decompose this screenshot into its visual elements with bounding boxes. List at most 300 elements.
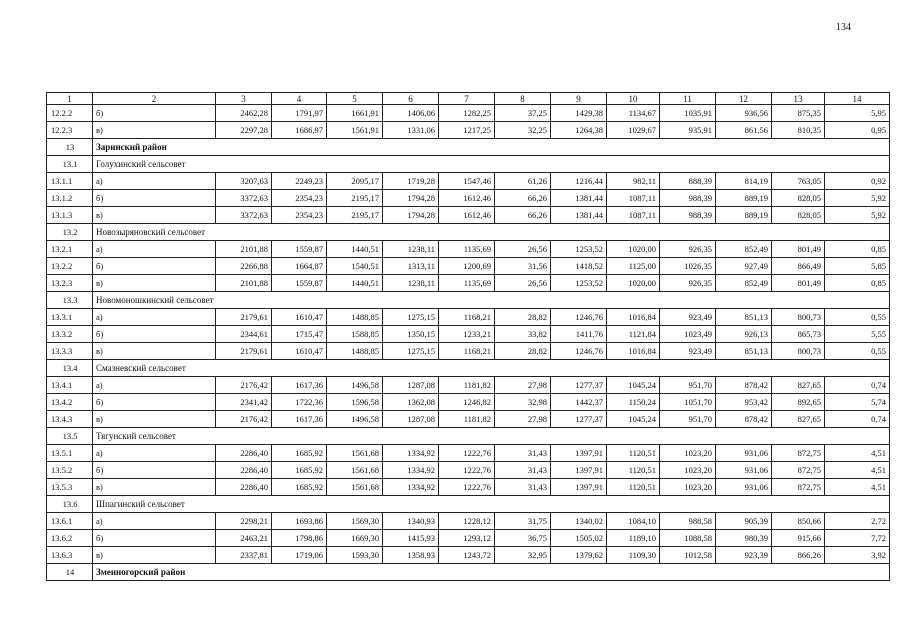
row-value: 1715,47 <box>272 326 327 343</box>
row-value: 2341,42 <box>216 394 272 411</box>
row-value: 1125,00 <box>607 258 660 275</box>
row-value: 801,49 <box>772 275 825 292</box>
row-value: 1035,91 <box>660 105 716 122</box>
row-value: 1588,85 <box>327 326 383 343</box>
council-id: 13.2 <box>47 224 93 241</box>
row-value: 1088,58 <box>660 530 716 547</box>
table-row <box>47 258 890 275</box>
row-value: 2176,42 <box>216 411 272 428</box>
row-value: 1222,76 <box>439 479 495 496</box>
row-value: 7,72 <box>825 530 890 547</box>
row-id: 13.5.2 <box>47 462 93 479</box>
row-value: 2354,23 <box>272 190 327 207</box>
row-value: 1012,58 <box>660 547 716 564</box>
council-row <box>47 428 890 445</box>
row-option: в) <box>93 343 216 360</box>
row-value: 1313,11 <box>383 258 439 275</box>
row-value: 872,75 <box>772 462 825 479</box>
row-value: 1719,28 <box>383 173 439 190</box>
row-option: а) <box>93 513 216 530</box>
row-value: 1282,25 <box>439 105 495 122</box>
row-value: 1661,91 <box>327 105 383 122</box>
row-value: 1340,93 <box>383 513 439 530</box>
row-value: 1275,15 <box>383 343 439 360</box>
row-id: 13.2.1 <box>47 241 93 258</box>
row-id: 13.6.2 <box>47 530 93 547</box>
row-value: 988,39 <box>660 190 716 207</box>
district-row <box>47 139 890 156</box>
column-header: 6 <box>383 93 439 105</box>
row-value: 61,26 <box>495 173 551 190</box>
row-value: 27,98 <box>495 411 551 428</box>
row-value: 1791,97 <box>272 105 327 122</box>
table-row <box>47 479 890 496</box>
column-header: 2 <box>93 93 216 105</box>
row-value: 800,73 <box>772 309 825 326</box>
row-value: 1134,67 <box>607 105 660 122</box>
row-value: 1243,72 <box>439 547 495 564</box>
row-value: 3207,63 <box>216 173 272 190</box>
row-value: 5,92 <box>825 207 890 224</box>
council-id: 13.4 <box>47 360 93 377</box>
row-value: 1664,87 <box>272 258 327 275</box>
row-value: 988,39 <box>660 207 716 224</box>
row-value: 0,74 <box>825 411 890 428</box>
row-value: 905,39 <box>716 513 772 530</box>
row-value: 2195,17 <box>327 207 383 224</box>
row-option: в) <box>93 207 216 224</box>
row-value: 926,13 <box>716 326 772 343</box>
row-value: 953,42 <box>716 394 772 411</box>
row-value: 926,35 <box>660 241 716 258</box>
row-id: 13.4.2 <box>47 394 93 411</box>
row-value: 1358,93 <box>383 547 439 564</box>
row-value: 0,55 <box>825 343 890 360</box>
column-header: 1 <box>47 93 93 105</box>
row-value: 32,98 <box>495 394 551 411</box>
row-value: 1045,24 <box>607 411 660 428</box>
row-id: 13.6.3 <box>47 547 93 564</box>
row-value: 0,85 <box>825 241 890 258</box>
row-option: б) <box>93 326 216 343</box>
row-value: 1217,25 <box>439 122 495 139</box>
row-value: 1440,51 <box>327 241 383 258</box>
row-value: 31,43 <box>495 479 551 496</box>
row-value: 1794,28 <box>383 207 439 224</box>
row-value: 1685,92 <box>272 445 327 462</box>
row-value: 1246,76 <box>551 343 607 360</box>
row-value: 1222,76 <box>439 462 495 479</box>
row-value: 2286,40 <box>216 479 272 496</box>
row-value: 1023,20 <box>660 479 716 496</box>
row-value: 1026,35 <box>660 258 716 275</box>
row-value: 1561,68 <box>327 445 383 462</box>
table-row <box>47 462 890 479</box>
table-row <box>47 207 890 224</box>
row-value: 936,56 <box>716 105 772 122</box>
row-option: а) <box>93 377 216 394</box>
row-value: 3,92 <box>825 547 890 564</box>
table-row <box>47 309 890 326</box>
row-value: 988,58 <box>660 513 716 530</box>
row-value: 66,26 <box>495 207 551 224</box>
table-row <box>47 377 890 394</box>
council-row <box>47 292 890 309</box>
row-value: 927,49 <box>716 258 772 275</box>
row-value: 2266,88 <box>216 258 272 275</box>
district-title: Заринский район <box>93 139 890 156</box>
table-row <box>47 105 890 122</box>
row-id: 13.2.3 <box>47 275 93 292</box>
row-id: 13.1.1 <box>47 173 93 190</box>
table-row <box>47 394 890 411</box>
row-value: 5,55 <box>825 326 890 343</box>
row-value: 2354,23 <box>272 207 327 224</box>
row-value: 827,65 <box>772 377 825 394</box>
row-value: 1340,02 <box>551 513 607 530</box>
row-option: в) <box>93 122 216 139</box>
row-value: 2249,23 <box>272 173 327 190</box>
header-row <box>47 93 890 105</box>
row-value: 1540,51 <box>327 258 383 275</box>
row-value: 861,56 <box>716 122 772 139</box>
row-value: 1277,37 <box>551 377 607 394</box>
row-value: 1120,51 <box>607 462 660 479</box>
row-value: 33,82 <box>495 326 551 343</box>
row-value: 1238,11 <box>383 275 439 292</box>
row-option: б) <box>93 530 216 547</box>
table-body <box>47 93 890 581</box>
row-value: 1181,82 <box>439 411 495 428</box>
row-option: а) <box>93 241 216 258</box>
table-row <box>47 445 890 462</box>
row-value: 2101,88 <box>216 275 272 292</box>
column-header: 5 <box>327 93 383 105</box>
row-value: 814,19 <box>716 173 772 190</box>
row-value: 810,35 <box>772 122 825 139</box>
row-value: 1120,51 <box>607 445 660 462</box>
council-id: 13.3 <box>47 292 93 309</box>
tariff-table <box>46 92 890 581</box>
council-id: 13.1 <box>47 156 93 173</box>
table-row <box>47 513 890 530</box>
row-value: 915,66 <box>772 530 825 547</box>
row-value: 878,42 <box>716 411 772 428</box>
row-value: 0,95 <box>825 122 890 139</box>
row-option: в) <box>93 547 216 564</box>
row-value: 872,75 <box>772 445 825 462</box>
row-id: 13.2.2 <box>47 258 93 275</box>
row-id: 13.6.1 <box>47 513 93 530</box>
column-header: 3 <box>216 93 272 105</box>
row-value: 37,25 <box>495 105 551 122</box>
row-value: 32,95 <box>495 547 551 564</box>
row-value: 1397,91 <box>551 462 607 479</box>
row-value: 28,82 <box>495 343 551 360</box>
table-row <box>47 530 890 547</box>
row-option: б) <box>93 190 216 207</box>
row-option: а) <box>93 309 216 326</box>
table-row <box>47 122 890 139</box>
council-title: Смазневский сельсовет <box>93 360 890 377</box>
row-value: 1016,84 <box>607 343 660 360</box>
row-value: 5,85 <box>825 258 890 275</box>
row-value: 1719,06 <box>272 547 327 564</box>
row-value: 931,06 <box>716 462 772 479</box>
row-value: 1612,46 <box>439 190 495 207</box>
row-value: 1488,85 <box>327 343 383 360</box>
row-value: 1045,24 <box>607 377 660 394</box>
council-title: Шпагинский сельсовет <box>93 496 890 513</box>
row-value: 1440,51 <box>327 275 383 292</box>
row-value: 2286,40 <box>216 462 272 479</box>
row-value: 800,73 <box>772 343 825 360</box>
row-id: 13.4.1 <box>47 377 93 394</box>
row-value: 1084,10 <box>607 513 660 530</box>
row-value: 923,49 <box>660 309 716 326</box>
row-value: 866,49 <box>772 258 825 275</box>
row-value: 0,85 <box>825 275 890 292</box>
row-value: 1246,76 <box>551 309 607 326</box>
row-value: 980,39 <box>716 530 772 547</box>
row-value: 982,11 <box>607 173 660 190</box>
row-value: 851,13 <box>716 343 772 360</box>
row-value: 1612,46 <box>439 207 495 224</box>
row-value: 1496,58 <box>327 411 383 428</box>
row-value: 1381,44 <box>551 207 607 224</box>
table-row <box>47 411 890 428</box>
row-value: 1181,82 <box>439 377 495 394</box>
row-value: 1029,67 <box>607 122 660 139</box>
row-value: 827,65 <box>772 411 825 428</box>
row-value: 1109,30 <box>607 547 660 564</box>
row-id: 12.2.2 <box>47 105 93 122</box>
row-value: 26,56 <box>495 275 551 292</box>
row-value: 1200,69 <box>439 258 495 275</box>
row-value: 1418,52 <box>551 258 607 275</box>
row-value: 1685,92 <box>272 462 327 479</box>
row-value: 1023,49 <box>660 326 716 343</box>
row-value: 2195,17 <box>327 190 383 207</box>
row-value: 1362,08 <box>383 394 439 411</box>
row-value: 1293,12 <box>439 530 495 547</box>
row-value: 951,70 <box>660 377 716 394</box>
row-id: 13.5.3 <box>47 479 93 496</box>
row-value: 1023,20 <box>660 445 716 462</box>
row-value: 1120,51 <box>607 479 660 496</box>
row-value: 1216,44 <box>551 173 607 190</box>
row-value: 1561,68 <box>327 462 383 479</box>
council-id: 13.6 <box>47 496 93 513</box>
row-value: 1334,92 <box>383 479 439 496</box>
page-number: 134 <box>836 22 851 33</box>
row-value: 1016,84 <box>607 309 660 326</box>
column-header: 8 <box>495 93 551 105</box>
row-value: 1087,11 <box>607 190 660 207</box>
column-header: 11 <box>660 93 716 105</box>
row-value: 4,51 <box>825 462 890 479</box>
row-value: 1381,44 <box>551 190 607 207</box>
row-value: 5,74 <box>825 394 890 411</box>
row-value: 1561,68 <box>327 479 383 496</box>
row-value: 2297,28 <box>216 122 272 139</box>
row-value: 1685,92 <box>272 479 327 496</box>
council-row <box>47 156 890 173</box>
row-value: 923,39 <box>716 547 772 564</box>
row-value: 1559,87 <box>272 241 327 258</box>
row-value: 1051,70 <box>660 394 716 411</box>
row-value: 1496,58 <box>327 377 383 394</box>
district-id: 14 <box>47 564 93 581</box>
row-value: 852,49 <box>716 241 772 258</box>
row-value: 31,43 <box>495 445 551 462</box>
row-value: 1547,46 <box>439 173 495 190</box>
row-value: 66,26 <box>495 190 551 207</box>
row-value: 1406,06 <box>383 105 439 122</box>
row-option: б) <box>93 462 216 479</box>
row-value: 926,35 <box>660 275 716 292</box>
row-value: 31,56 <box>495 258 551 275</box>
table-row <box>47 190 890 207</box>
row-value: 1610,47 <box>272 309 327 326</box>
row-value: 2337,81 <box>216 547 272 564</box>
row-option: а) <box>93 173 216 190</box>
row-value: 1397,91 <box>551 479 607 496</box>
row-value: 850,66 <box>772 513 825 530</box>
row-id: 12.2.3 <box>47 122 93 139</box>
row-value: 1669,30 <box>327 530 383 547</box>
row-value: 4,51 <box>825 445 890 462</box>
row-value: 1686,97 <box>272 122 327 139</box>
row-value: 27,98 <box>495 377 551 394</box>
table-row <box>47 241 890 258</box>
row-value: 2,72 <box>825 513 890 530</box>
row-value: 1350,15 <box>383 326 439 343</box>
row-value: 951,70 <box>660 411 716 428</box>
row-id: 13.4.3 <box>47 411 93 428</box>
row-option: в) <box>93 411 216 428</box>
council-title: Новомоношкинский сельсовет <box>93 292 890 309</box>
row-value: 1233,21 <box>439 326 495 343</box>
row-id: 13.5.1 <box>47 445 93 462</box>
row-value: 1168,21 <box>439 343 495 360</box>
table-row <box>47 173 890 190</box>
row-value: 1411,76 <box>551 326 607 343</box>
column-header: 14 <box>825 93 890 105</box>
row-value: 2101,88 <box>216 241 272 258</box>
row-value: 1135,69 <box>439 241 495 258</box>
row-value: 1264,38 <box>551 122 607 139</box>
row-id: 13.3.1 <box>47 309 93 326</box>
row-value: 1287,08 <box>383 411 439 428</box>
table-row <box>47 326 890 343</box>
row-value: 32,25 <box>495 122 551 139</box>
district-title: Змеиногорский район <box>93 564 890 581</box>
row-value: 1189,10 <box>607 530 660 547</box>
row-value: 1397,91 <box>551 445 607 462</box>
row-value: 31,75 <box>495 513 551 530</box>
row-value: 851,13 <box>716 309 772 326</box>
row-value: 2462,28 <box>216 105 272 122</box>
row-value: 1238,11 <box>383 241 439 258</box>
row-value: 878,42 <box>716 377 772 394</box>
row-value: 866,26 <box>772 547 825 564</box>
row-value: 801,49 <box>772 241 825 258</box>
row-value: 2179,61 <box>216 343 272 360</box>
row-value: 2095,17 <box>327 173 383 190</box>
table-row <box>47 275 890 292</box>
column-header: 10 <box>607 93 660 105</box>
row-value: 1415,93 <box>383 530 439 547</box>
row-value: 1505,02 <box>551 530 607 547</box>
council-row <box>47 360 890 377</box>
row-value: 2298,21 <box>216 513 272 530</box>
row-option: а) <box>93 445 216 462</box>
row-value: 2286,40 <box>216 445 272 462</box>
column-header: 7 <box>439 93 495 105</box>
row-value: 5,95 <box>825 105 890 122</box>
row-id: 13.1.2 <box>47 190 93 207</box>
row-option: б) <box>93 105 216 122</box>
row-value: 1246,82 <box>439 394 495 411</box>
column-header: 9 <box>551 93 607 105</box>
row-value: 1379,62 <box>551 547 607 564</box>
row-value: 31,43 <box>495 462 551 479</box>
row-value: 1569,30 <box>327 513 383 530</box>
row-value: 1794,28 <box>383 190 439 207</box>
row-value: 2179,61 <box>216 309 272 326</box>
row-value: 1798,86 <box>272 530 327 547</box>
row-value: 2176,42 <box>216 377 272 394</box>
district-row <box>47 564 890 581</box>
row-value: 828,05 <box>772 190 825 207</box>
row-value: 763,05 <box>772 173 825 190</box>
table-row <box>47 343 890 360</box>
row-value: 1617,36 <box>272 411 327 428</box>
row-value: 2344,61 <box>216 326 272 343</box>
council-row <box>47 224 890 241</box>
district-id: 13 <box>47 139 93 156</box>
row-value: 892,65 <box>772 394 825 411</box>
row-value: 1087,11 <box>607 207 660 224</box>
row-option: б) <box>93 394 216 411</box>
row-value: 5,92 <box>825 190 890 207</box>
row-value: 935,91 <box>660 122 716 139</box>
row-value: 1559,87 <box>272 275 327 292</box>
row-value: 1596,58 <box>327 394 383 411</box>
row-value: 1334,92 <box>383 445 439 462</box>
row-id: 13.3.3 <box>47 343 93 360</box>
row-value: 1617,36 <box>272 377 327 394</box>
row-value: 1228,12 <box>439 513 495 530</box>
row-value: 36,75 <box>495 530 551 547</box>
row-value: 0,74 <box>825 377 890 394</box>
column-header: 13 <box>772 93 825 105</box>
row-value: 1488,85 <box>327 309 383 326</box>
row-value: 0,55 <box>825 309 890 326</box>
row-value: 1275,15 <box>383 309 439 326</box>
row-value: 1277,37 <box>551 411 607 428</box>
row-value: 1135,69 <box>439 275 495 292</box>
row-value: 1610,47 <box>272 343 327 360</box>
council-title: Тягунский сельсовет <box>93 428 890 445</box>
row-value: 872,75 <box>772 479 825 496</box>
row-value: 1561,91 <box>327 122 383 139</box>
row-value: 1020,00 <box>607 275 660 292</box>
row-value: 1121,84 <box>607 326 660 343</box>
council-row <box>47 496 890 513</box>
row-value: 1593,30 <box>327 547 383 564</box>
